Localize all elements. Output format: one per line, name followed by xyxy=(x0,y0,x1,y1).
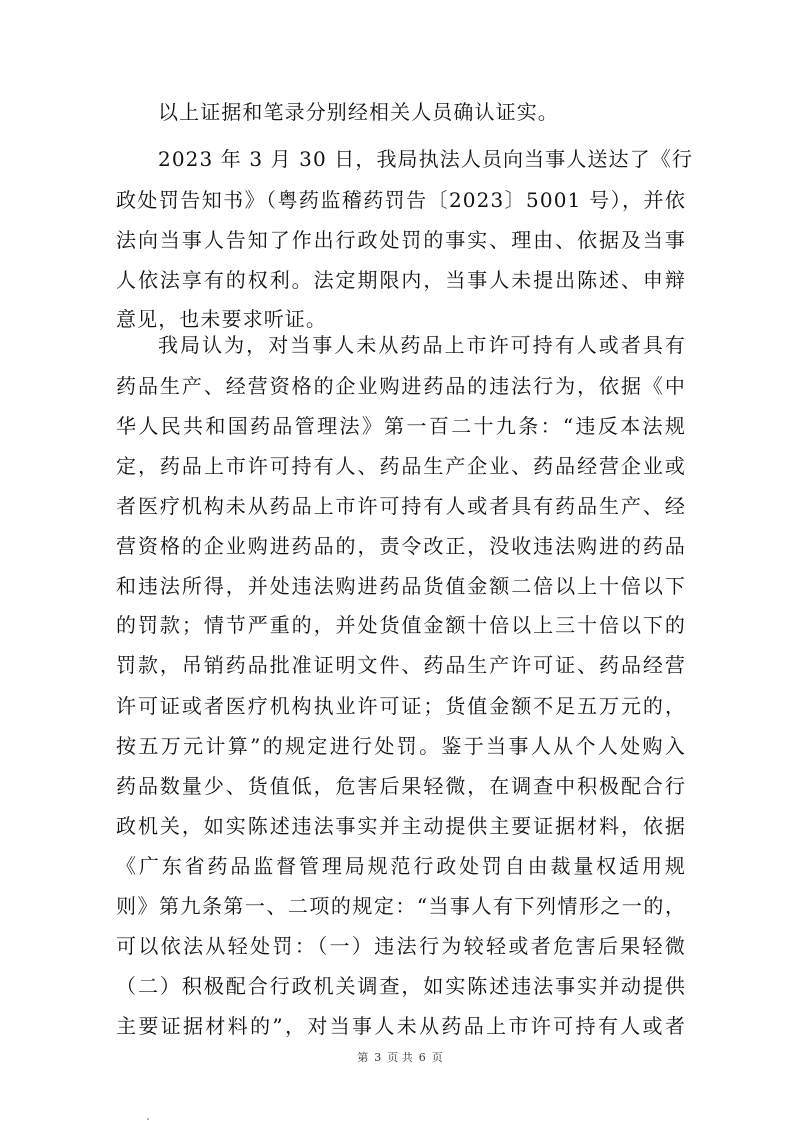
paragraph-line: 按五万元计算”的规定进行处罚。鉴于当事人从个人处购入 xyxy=(116,734,686,758)
paragraph-line: 罚款，吊销药品批准证明文件、药品生产许可证、药品经营 xyxy=(116,653,686,677)
paragraph-line: 药品数量少、货值低，危害后果轻微，在调查中积极配合行 xyxy=(116,774,686,798)
paragraph-line: 政机关，如实陈述违法事实并主动提供主要证据材料，依据 xyxy=(116,814,686,838)
paragraph-line: 的罚款；情节严重的，并处货值金额十倍以上三十倍以下的 xyxy=(116,613,686,637)
paragraph-line: 主要证据材料的”，对当事人未从药品上市许可持有人或者 xyxy=(116,1014,686,1038)
scan-speck xyxy=(147,1118,149,1120)
paragraph-line: 法向当事人告知了作出行政处罚的事实、理由、依据及当事 xyxy=(116,228,686,252)
page-label-mid: 页 共 xyxy=(387,1051,413,1064)
total-pages: 6 xyxy=(418,1051,426,1064)
paragraph-line: 则》第九条第一、二项的规定：“当事人有下列情形之一的， xyxy=(116,894,686,918)
paragraph-line: 定，药品上市许可持有人、药品生产企业、药品经营企业或 xyxy=(116,454,686,478)
page-label-suffix: 页 xyxy=(431,1051,443,1064)
paragraph-line: 华人民共和国药品管理法》第一百二十九条：“违反本法规 xyxy=(116,414,686,438)
paragraph-line: 和违法所得，并处违法购进药品货值金额二倍以上十倍以下 xyxy=(116,574,686,598)
page-number: 3 xyxy=(374,1051,382,1064)
paragraph-line: 政处罚告知书》（粤药监稽药罚告〔2023〕5001 号），并依 xyxy=(116,188,686,212)
paragraph-line: 许可证或者医疗机构执业许可证；货值金额不足五万元的， xyxy=(116,694,686,718)
paragraph-line: 者医疗机构未从药品上市许可持有人或者具有药品生产、经 xyxy=(116,494,686,518)
paragraph-line: 2023 年 3 月 30 日，我局执法人员向当事人送达了《行 xyxy=(158,147,693,171)
paragraph-line: （二）积极配合行政机关调查，如实陈述违法事实并动提供 xyxy=(116,974,686,998)
page-footer xyxy=(0,1050,800,1066)
paragraph-line: 可以依法从轻处罚：（一）违法行为较轻或者危害后果轻微 xyxy=(116,934,686,958)
paragraph-line: 药品生产、经营资格的企业购进药品的违法行为，依据《中 xyxy=(116,374,686,398)
paragraph-line: 我局认为，对当事人未从药品上市许可持有人或者具有 xyxy=(158,333,686,357)
paragraph-line: 意见，也未要求听证。 xyxy=(116,307,327,331)
paragraph-line: 《广东省药品监督管理局规范行政处罚自由裁量权适用规 xyxy=(116,854,686,878)
paragraph-line: 以上证据和笔录分别经相关人员确认证实。 xyxy=(158,100,559,124)
page-label-prefix: 第 xyxy=(357,1051,369,1064)
paragraph-line: 营资格的企业购进药品的，责令改正，没收违法购进的药品 xyxy=(116,534,686,558)
paragraph-line: 人依法享有的权利。法定期限内，当事人未提出陈述、申辩 xyxy=(116,268,686,292)
